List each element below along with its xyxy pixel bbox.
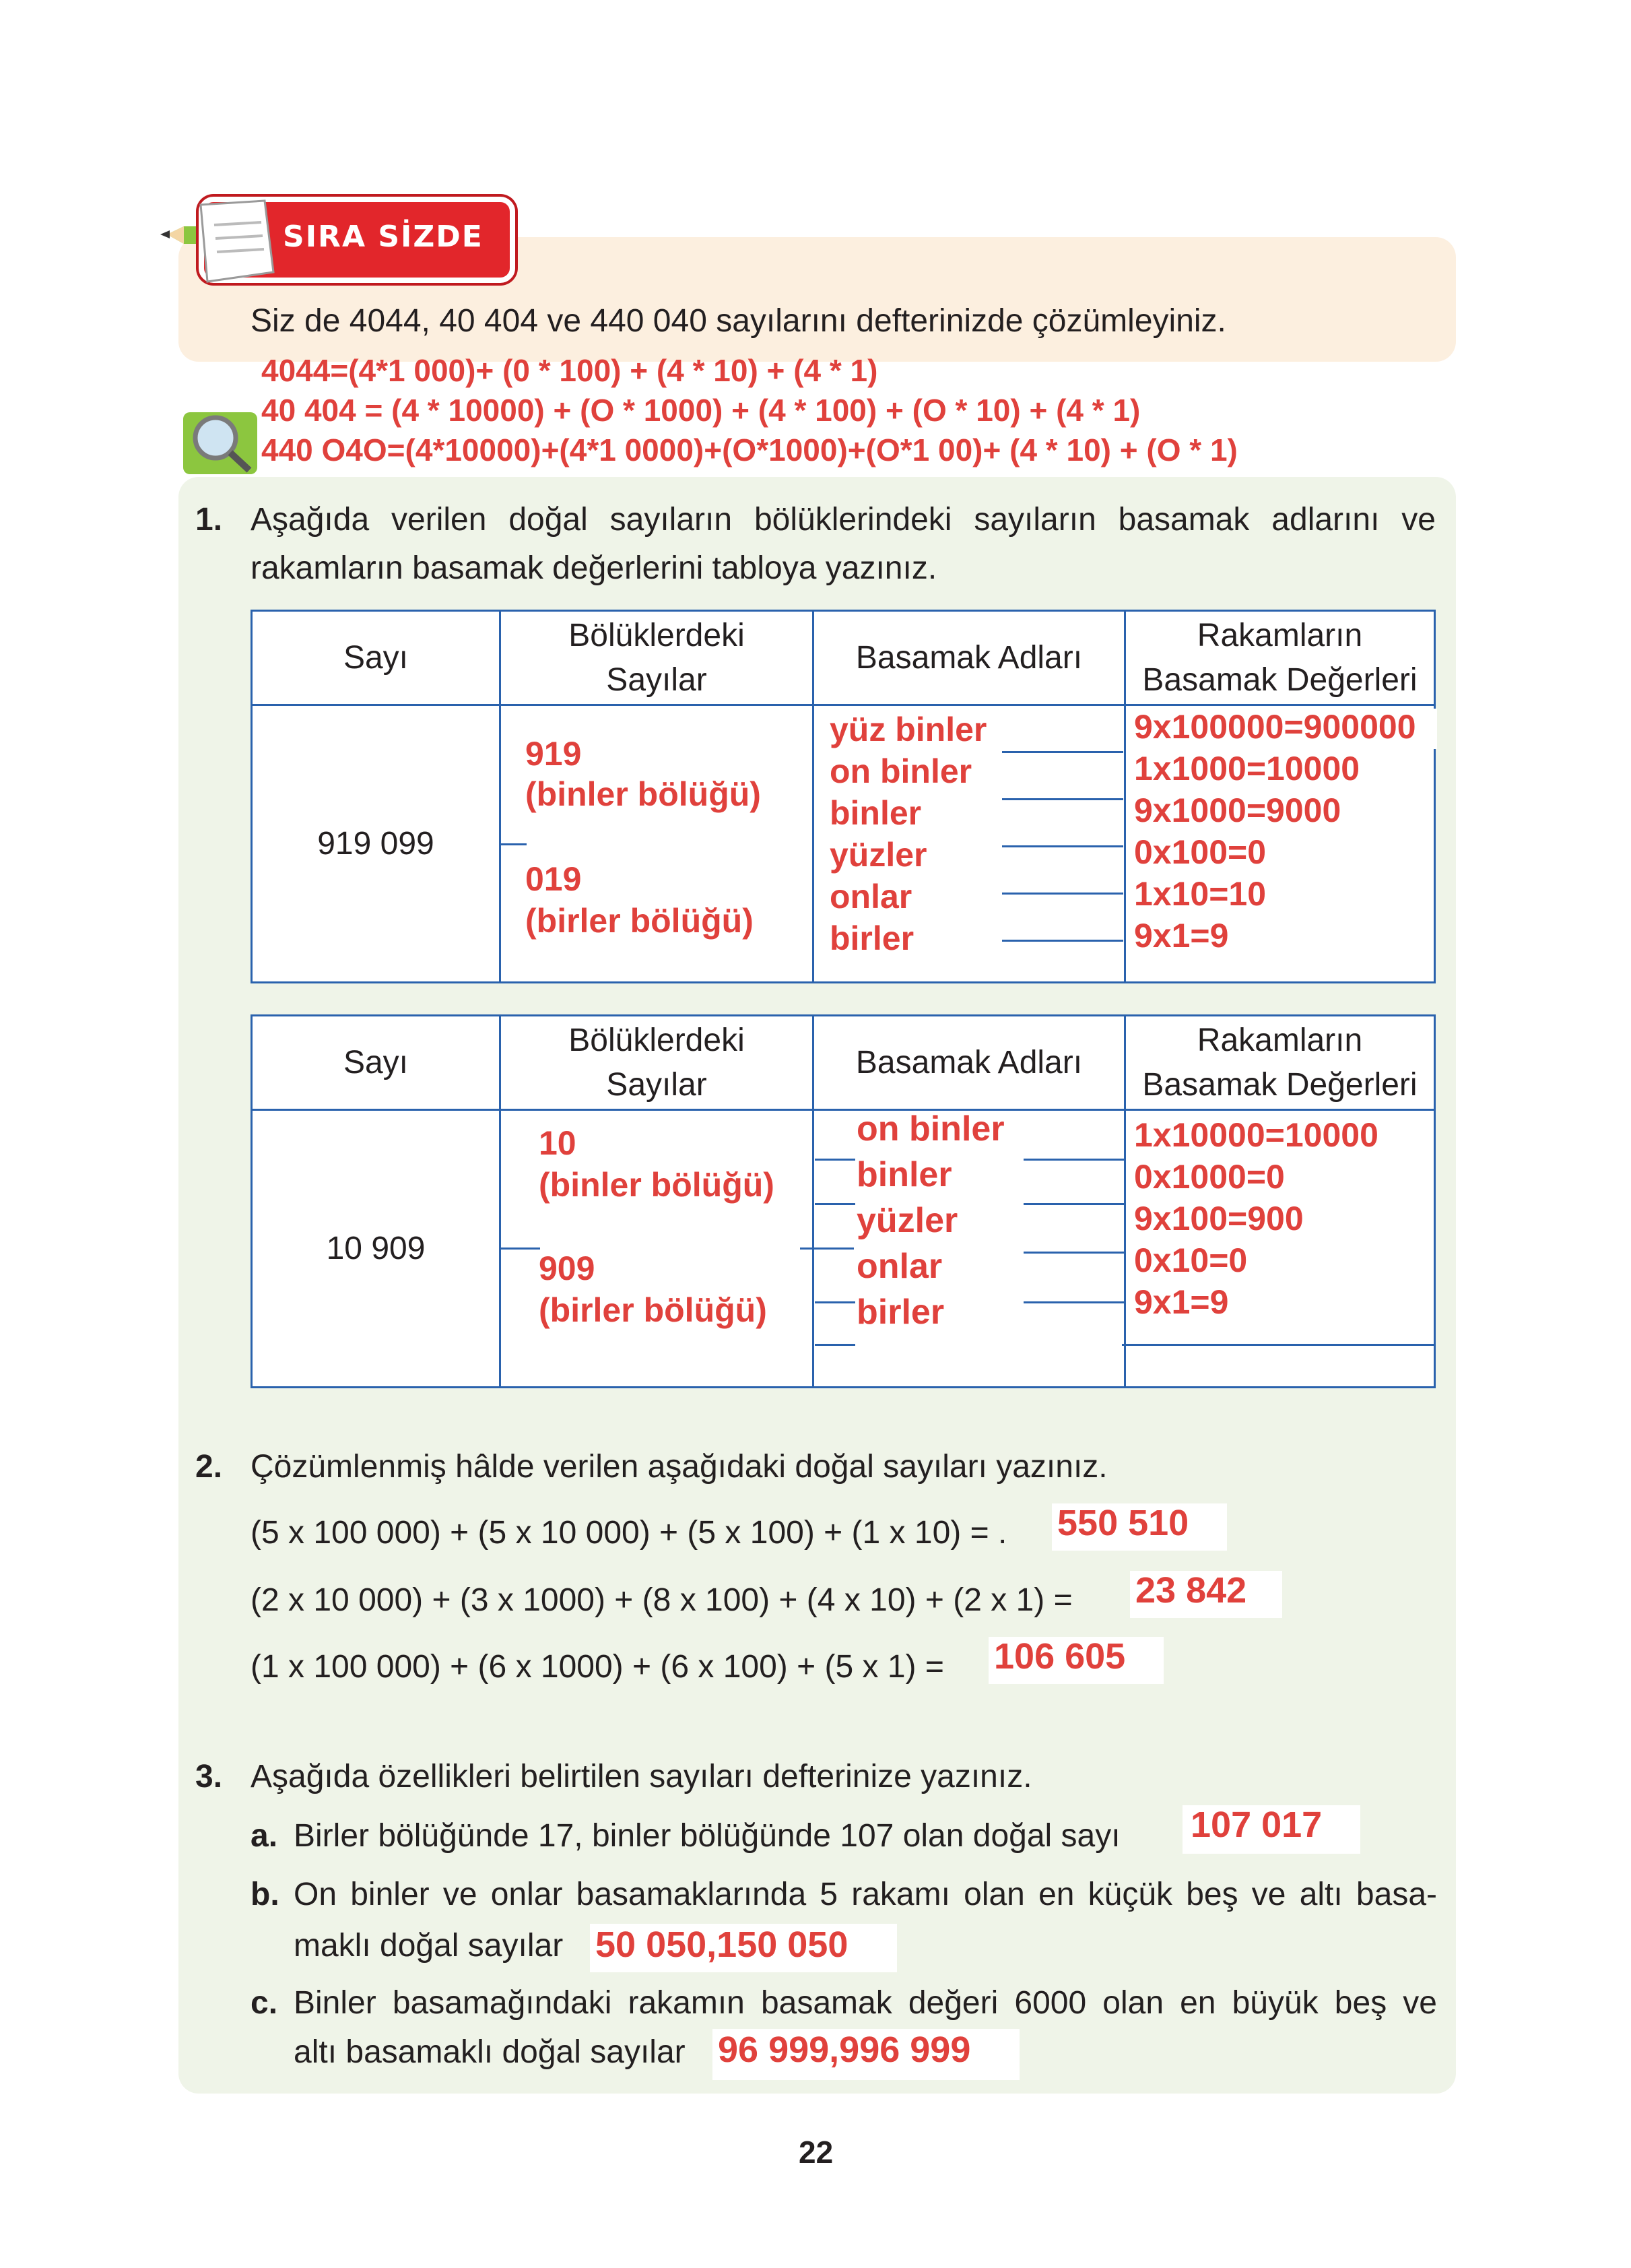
t1-place-6: birler: [830, 919, 914, 957]
q3-a-text: Birler bölüğünde 17, binler bölüğünde 107 olan doğal sayı: [294, 1818, 1121, 1854]
magnifier-icon: [176, 399, 264, 480]
header-adlar: Basamak Adları: [813, 611, 1125, 705]
t2-connector: [815, 1203, 855, 1205]
t1-group2-name: (birler bölüğü): [525, 902, 754, 940]
table2-number-cell: 10 909: [252, 1110, 500, 1388]
badge-label: SIRA SİZDE: [283, 220, 484, 254]
q3-title: Aşağıda özellikleri belirtilen sayıları defterinize yazınız.: [251, 1759, 1032, 1794]
q1-number: 1.: [195, 502, 223, 538]
q3-number: 3.: [195, 1759, 223, 1794]
t1-connector: [1002, 845, 1123, 847]
t2-value-1: 1x10000=10000: [1134, 1116, 1378, 1154]
t2-connector: [815, 1301, 855, 1303]
t2-place-1: on binler: [857, 1109, 1005, 1148]
header-sayi: Sayı: [252, 1016, 500, 1110]
q1-line-1: Aşağıda verilen doğal sayıların bölüklerindeki sayıların basamak adlarını ve: [251, 502, 1436, 538]
intro-answer-1: 4044=(4*1 000)+ (0 * 100) + (4 * 10) + (4 * 1): [261, 353, 878, 388]
t1-place-4: yüzler: [830, 836, 927, 874]
q2-expr-1: (5 x 100 000) + (5 x 10 000) + (5 x 100) + (1 x 10) = .: [251, 1515, 1007, 1551]
t2-connector: [1024, 1301, 1125, 1303]
t1-connector: [500, 843, 527, 845]
t1-value-5: 1x10=10: [1134, 875, 1267, 913]
t1-connector: [1002, 940, 1123, 942]
t2-value-4: 0x10=0: [1134, 1241, 1248, 1279]
t2-group1: 10: [539, 1124, 576, 1162]
t1-place-5: onlar: [830, 878, 912, 915]
t2-place-2: binler: [857, 1155, 952, 1194]
intro-answer-3: 440 O4O=(4*10000)+(4*1 0000)+(O*1000)+(O*1 00)+ (4 * 10) + (O * 1): [261, 432, 1238, 467]
t2-connector: [1122, 1344, 1436, 1346]
q3-c-letter: c.: [251, 1985, 278, 2021]
t2-connector: [815, 1159, 855, 1161]
t1-group1: 919: [525, 735, 582, 773]
t1-value-6: 9x1=9: [1134, 917, 1229, 954]
header-degerler: Rakamların Basamak Değerleri: [1125, 611, 1435, 705]
t1-value-3: 9x1000=9000: [1134, 791, 1341, 829]
t2-group2: 909: [539, 1250, 595, 1287]
page-number: 22: [799, 2135, 834, 2170]
t1-connector: [1002, 798, 1123, 800]
table1-number-cell: 919 099: [252, 705, 500, 983]
paper-icon: [187, 198, 281, 286]
q2-answer-2: 23 842: [1135, 1570, 1247, 1611]
intro-answer-2: 40 404 = (4 * 10000) + (O * 1000) + (4 * 100) + (O * 10) + (4 * 1): [261, 393, 1141, 428]
intro-task: Siz de 4044, 40 404 ve 440 040 sayılarını defterinizde çözümleyiniz.: [251, 303, 1226, 339]
t1-place-1: yüz binler: [830, 711, 987, 748]
t1-value-1: 9x100000=900000: [1134, 708, 1416, 746]
t2-connector: [500, 1248, 540, 1250]
t2-connector: [1024, 1203, 1125, 1205]
t1-connector: [1002, 893, 1123, 895]
t2-place-4: onlar: [857, 1247, 943, 1286]
header-boluk: Bölüklerdeki Sayılar: [500, 1016, 813, 1110]
q3-a-letter: a.: [251, 1818, 278, 1854]
t2-group2-name: (birler bölüğü): [539, 1291, 767, 1329]
header-sayi: Sayı: [252, 611, 500, 705]
header-adlar: Basamak Adları: [813, 1016, 1125, 1110]
q3-b-answer: 50 050,150 050: [595, 1924, 848, 1965]
q3-b-line-2: maklı doğal sayılar: [294, 1928, 564, 1964]
t1-place-3: binler: [830, 794, 922, 832]
t1-place-2: on binler: [830, 752, 972, 790]
q3-b-line-1: On binler ve onlar basamaklarında 5 rakamı olan en küçük beş ve altı basa-: [294, 1877, 1437, 1912]
q3-b-letter: b.: [251, 1877, 279, 1912]
q2-answer-3: 106 605: [994, 1636, 1126, 1677]
t2-place-3: yüzler: [857, 1201, 958, 1240]
t1-group2: 019: [525, 860, 582, 898]
t1-value-2: 1x1000=10000: [1134, 750, 1360, 787]
q2-answer-1: 550 510: [1057, 1503, 1189, 1543]
q3-c-line-1: Binler basamağındaki rakamın basamak değeri 6000 olan en büyük beş ve: [294, 1985, 1437, 2021]
t2-value-3: 9x100=900: [1134, 1200, 1304, 1237]
q3-c-line-2: altı basamaklı doğal sayılar: [294, 2034, 686, 2070]
t2-group1-name: (binler bölüğü): [539, 1166, 774, 1204]
q2-expr-3: (1 x 100 000) + (6 x 1000) + (6 x 100) + (5 x 1) =: [251, 1649, 944, 1685]
t1-connector: [1002, 751, 1123, 753]
t2-connector: [800, 1248, 854, 1250]
t2-value-5: 9x1=9: [1134, 1283, 1229, 1321]
t2-connector: [1024, 1252, 1125, 1254]
t2-connector: [1024, 1159, 1125, 1161]
q2-title: Çözümlenmiş hâlde verilen aşağıdaki doğal sayıları yazınız.: [251, 1449, 1108, 1485]
header-boluk: Bölüklerdeki Sayılar: [500, 611, 813, 705]
header-degerler: Rakamların Basamak Değerleri: [1125, 1016, 1435, 1110]
q1-line-2: rakamların basamak değerlerini tabloya yazınız.: [251, 550, 937, 586]
t2-value-2: 0x1000=0: [1134, 1158, 1285, 1196]
q2-number: 2.: [195, 1449, 223, 1485]
t1-value-4: 0x100=0: [1134, 833, 1267, 871]
q3-a-answer: 107 017: [1191, 1805, 1323, 1845]
q2-expr-2: (2 x 10 000) + (3 x 1000) + (8 x 100) + (4 x 10) + (2 x 1) =: [251, 1582, 1073, 1618]
q3-c-answer: 96 999,996 999: [718, 2030, 971, 2070]
t2-place-5: birler: [857, 1293, 945, 1332]
t2-connector: [815, 1344, 855, 1346]
t1-group1-name: (binler bölüğü): [525, 775, 761, 813]
